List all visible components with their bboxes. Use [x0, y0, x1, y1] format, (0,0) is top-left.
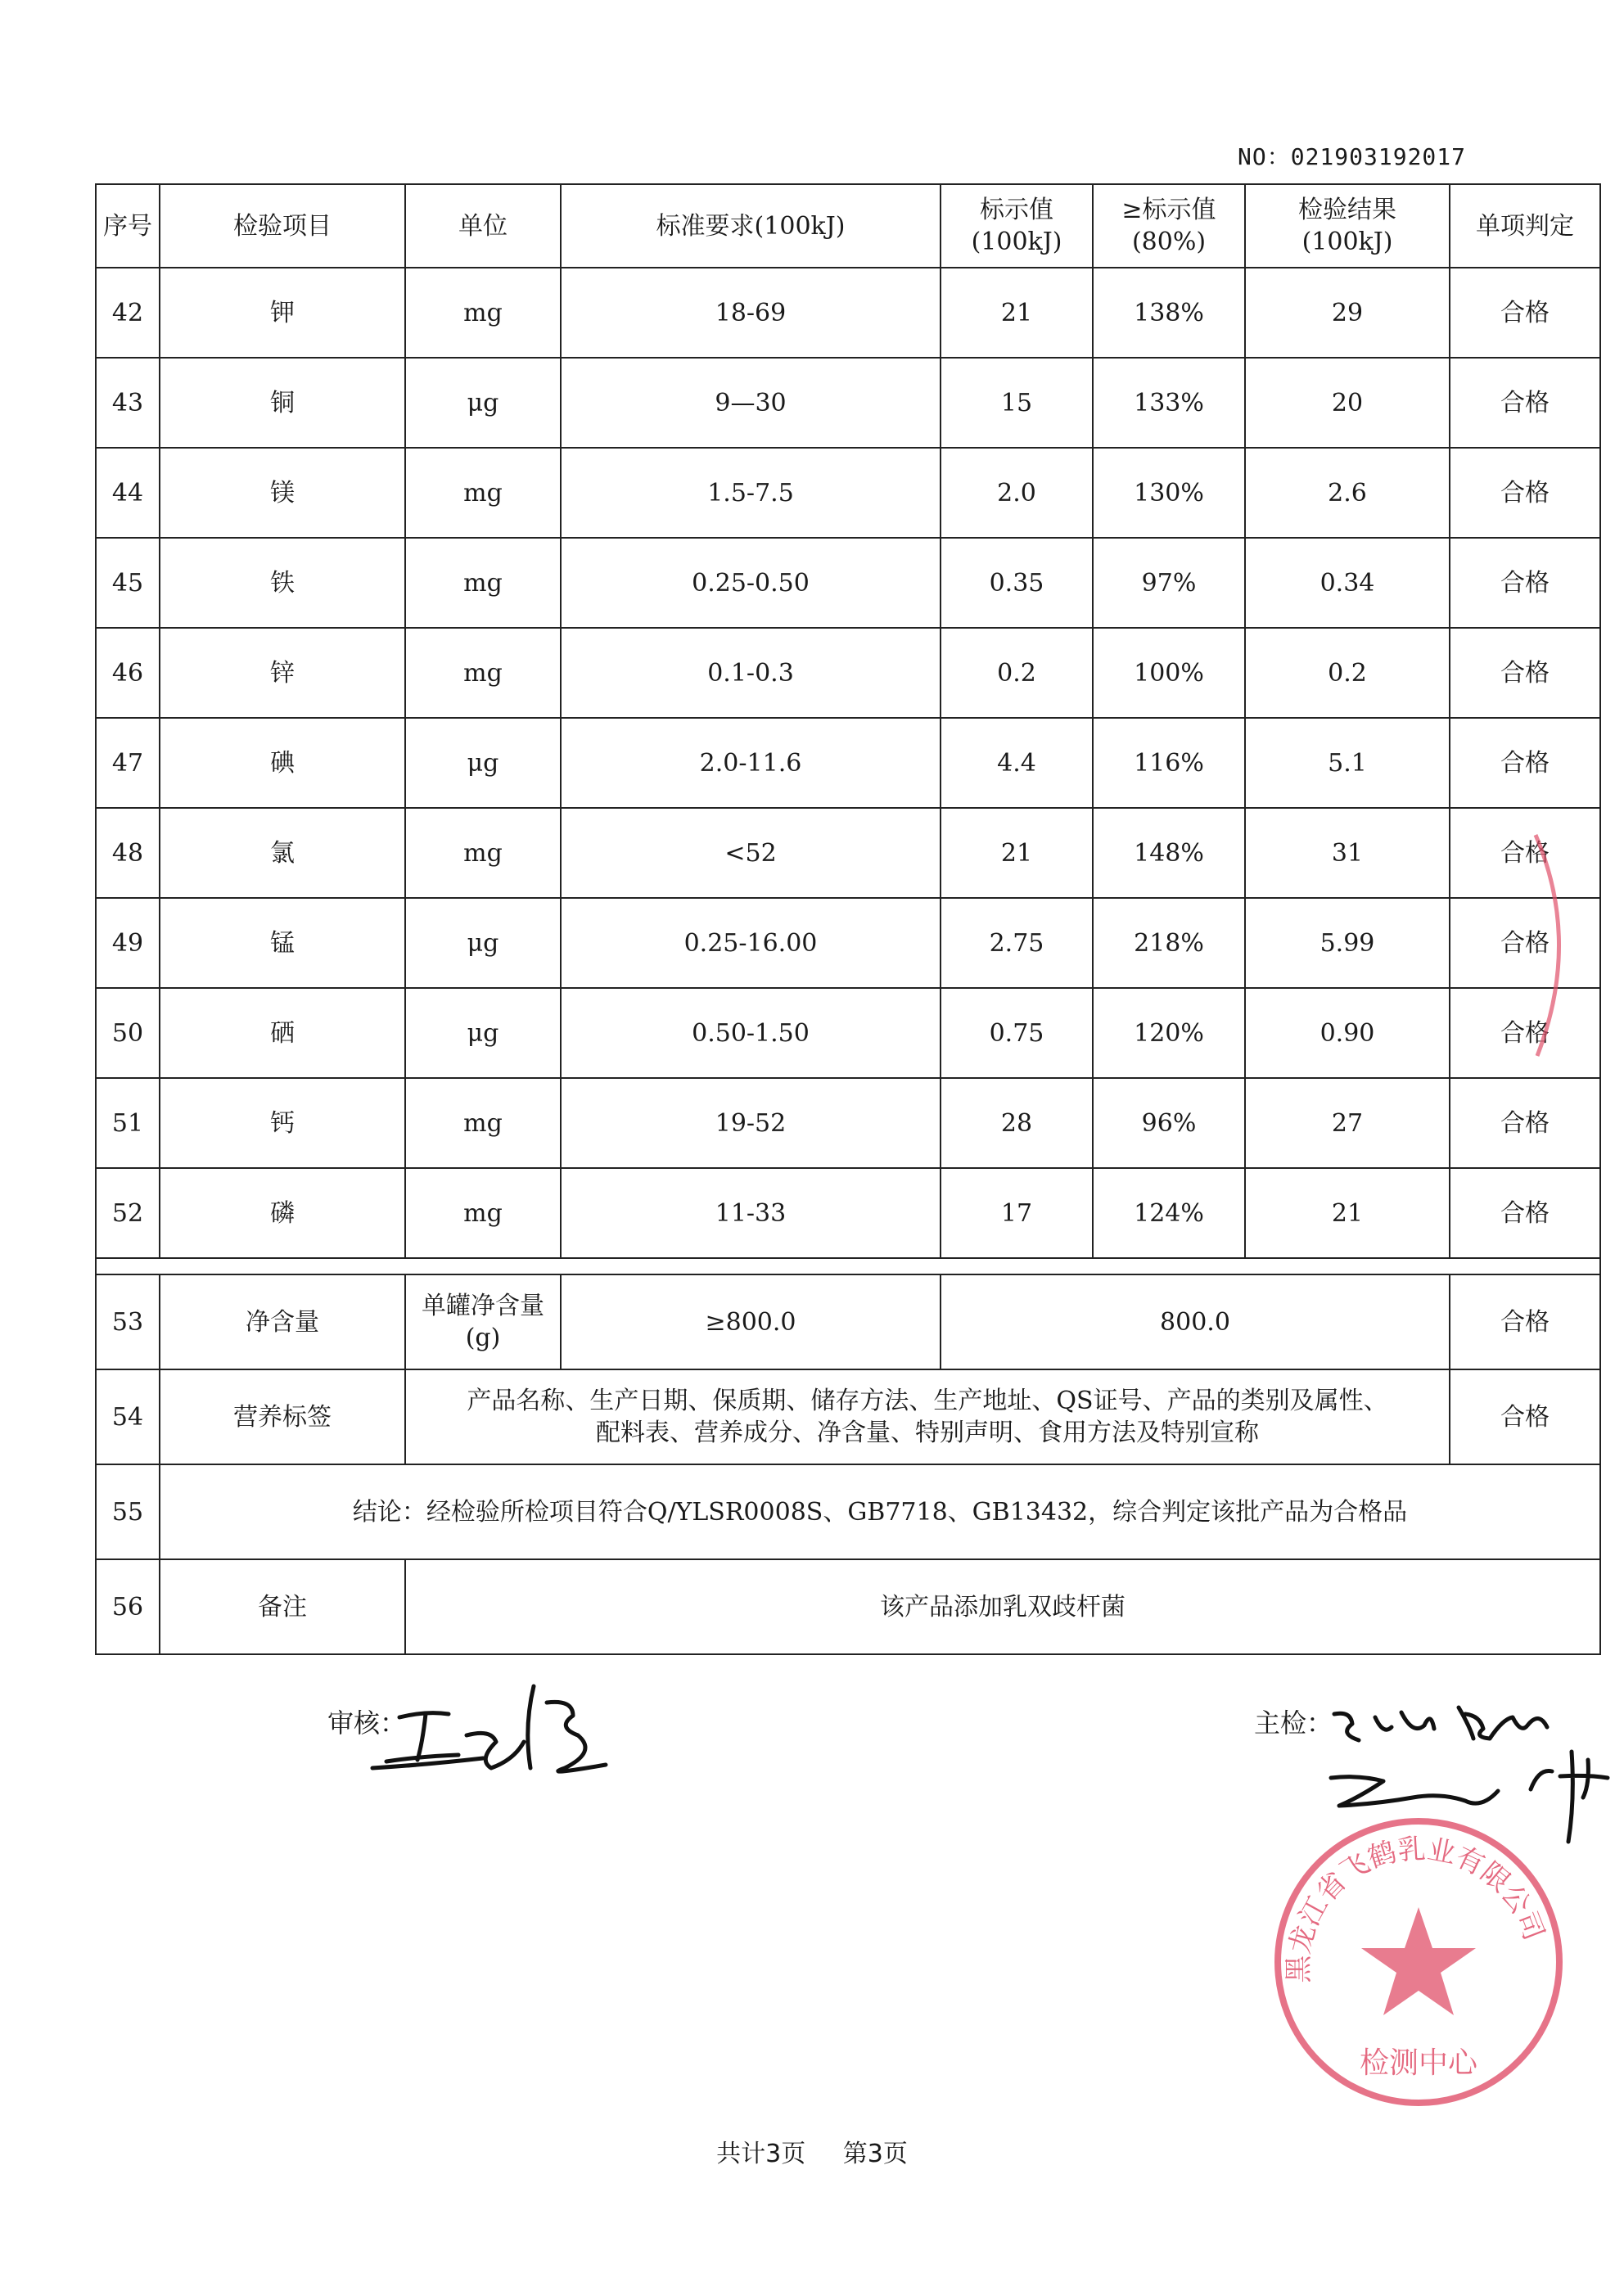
header-unit: 单位: [405, 184, 561, 268]
cell-pct: 97%: [1093, 538, 1245, 628]
cell-verdict: 合格: [1450, 538, 1600, 628]
cell-item: 磷: [160, 1168, 405, 1258]
cell-verdict: 合格: [1450, 988, 1600, 1078]
header-labeled: [941, 184, 1093, 268]
seal-star-icon: [1361, 1907, 1476, 2015]
seal-dept-text: 检测中心: [1359, 2046, 1478, 2080]
cell-pct: 100%: [1093, 628, 1245, 718]
row54-seq: 54: [96, 1369, 160, 1464]
row54-verdict: 合格: [1450, 1369, 1600, 1464]
cell-standard: 0.25-16.00: [561, 898, 941, 988]
table-separator: [96, 1258, 1600, 1274]
header-pct-line1: ≥标示值: [1121, 196, 1216, 224]
header-pct-line2: (80%): [1131, 228, 1207, 256]
cell-seq: 47: [96, 718, 160, 808]
table-row: [96, 718, 1600, 808]
cell-standard: 0.25-0.50: [561, 538, 941, 628]
cell-result: 0.90: [1245, 988, 1450, 1078]
header-result-line2: (100kJ): [1301, 228, 1393, 256]
inspector-label: 主检：: [1254, 1707, 1333, 1739]
cell-standard: 11-33: [561, 1168, 941, 1258]
cell-standard: 0.50-1.50: [561, 988, 941, 1078]
cell-seq: 49: [96, 898, 160, 988]
row53-seq: 53: [96, 1274, 160, 1369]
cell-verdict: 合格: [1450, 1078, 1600, 1168]
cell-unit: mg: [405, 448, 561, 538]
cell-item: 钙: [160, 1078, 405, 1168]
row54-item: 营养标签: [160, 1369, 405, 1464]
cell-item: 氯: [160, 808, 405, 898]
cell-unit: mg: [405, 628, 561, 718]
header-seq: 序号: [96, 184, 160, 268]
cell-unit: μg: [405, 358, 561, 448]
cell-item: 锰: [160, 898, 405, 988]
cell-item: 碘: [160, 718, 405, 808]
cell-unit: mg: [405, 1078, 561, 1168]
cell-item: 锌: [160, 628, 405, 718]
cell-seq: 51: [96, 1078, 160, 1168]
row53-result: 800.0: [941, 1274, 1450, 1369]
cell-item: 铁: [160, 538, 405, 628]
cell-result: 20: [1245, 358, 1450, 448]
table-row: [96, 538, 1600, 628]
row53-item: 净含量: [160, 1274, 405, 1369]
cell-labeled: 21: [941, 268, 1093, 358]
header-pct: [1093, 184, 1245, 268]
cell-unit: mg: [405, 538, 561, 628]
cell-labeled: 21: [941, 808, 1093, 898]
cell-pct: 138%: [1093, 268, 1245, 358]
cell-pct: 116%: [1093, 718, 1245, 808]
seal-fragment-right: [1532, 819, 1581, 1064]
reviewer-signature: [372, 1686, 606, 1771]
cell-standard: <52: [561, 808, 941, 898]
cell-seq: 43: [96, 358, 160, 448]
cell-pct: 133%: [1093, 358, 1245, 448]
cell-pct: 120%: [1093, 988, 1245, 1078]
cell-pct: 96%: [1093, 1078, 1245, 1168]
table-row: [96, 1168, 1600, 1258]
table-row: [96, 808, 1600, 898]
company-seal: [1267, 1811, 1570, 2113]
page-footer: [0, 2133, 1624, 2169]
cell-unit: μg: [405, 718, 561, 808]
cell-result: 5.99: [1245, 898, 1450, 988]
cell-pct: 148%: [1093, 808, 1245, 898]
cell-labeled: 0.35: [941, 538, 1093, 628]
cell-item: 钾: [160, 268, 405, 358]
cell-seq: 44: [96, 448, 160, 538]
row56-item: 备注: [160, 1559, 405, 1654]
cell-pct: 130%: [1093, 448, 1245, 538]
cell-result: 5.1: [1245, 718, 1450, 808]
cell-labeled: 2.75: [941, 898, 1093, 988]
cell-standard: 9—30: [561, 358, 941, 448]
cell-result: 0.34: [1245, 538, 1450, 628]
cell-result: 31: [1245, 808, 1450, 898]
reviewer-label: 审核：: [327, 1707, 407, 1739]
cell-standard: 2.0-11.6: [561, 718, 941, 808]
cell-labeled: 15: [941, 358, 1093, 448]
header-result-line1: 检验结果: [1298, 196, 1396, 224]
row53-unit: 单罐净含量(g): [405, 1274, 561, 1369]
cell-result: 29: [1245, 268, 1450, 358]
cell-pct: 124%: [1093, 1168, 1245, 1258]
cell-labeled: 17: [941, 1168, 1093, 1258]
cell-labeled: 0.75: [941, 988, 1093, 1078]
cell-verdict: 合格: [1450, 808, 1600, 898]
cell-unit: mg: [405, 808, 561, 898]
table-row: [96, 898, 1600, 988]
cell-standard: 0.1-0.3: [561, 628, 941, 718]
table-row: [96, 448, 1600, 538]
row54-content: [405, 1369, 1450, 1464]
row56-note: 该产品添加乳双歧杆菌: [405, 1559, 1600, 1654]
cell-standard: 19-52: [561, 1078, 941, 1168]
cell-standard: 18-69: [561, 268, 941, 358]
cell-result: 21: [1245, 1168, 1450, 1258]
header-labeled-line2: (100kJ): [971, 228, 1062, 256]
cell-verdict: 合格: [1450, 358, 1600, 448]
cell-seq: 42: [96, 268, 160, 358]
table-row: [96, 268, 1600, 358]
table-row: [96, 358, 1600, 448]
cell-seq: 50: [96, 988, 160, 1078]
cell-labeled: 4.4: [941, 718, 1093, 808]
inspection-table: [95, 183, 1601, 1655]
cell-item: 铜: [160, 358, 405, 448]
row53-verdict: 合格: [1450, 1274, 1600, 1369]
header-verdict: 单项判定: [1450, 184, 1600, 268]
row56-seq: 56: [96, 1559, 160, 1654]
cell-unit: μg: [405, 988, 561, 1078]
header-result: [1245, 184, 1450, 268]
cell-result: 0.2: [1245, 628, 1450, 718]
footer-total-pages: 共计3页: [716, 2140, 806, 2168]
row55-conclusion: 结论：经检验所检项目符合Q/YLSR0008S、GB7718、GB13432，综合判定该批产品为合格品: [160, 1464, 1600, 1559]
cell-verdict: 合格: [1450, 898, 1600, 988]
row54-content-line2: 配料表、营养成分、净含量、特别声明、食用方法及特别宣称: [596, 1419, 1259, 1447]
cell-item: 硒: [160, 988, 405, 1078]
cell-unit: mg: [405, 1168, 561, 1258]
cell-seq: 48: [96, 808, 160, 898]
table-row: [96, 988, 1600, 1078]
row54-content-line1: 产品名称、生产日期、保质期、储存方法、生产地址、QS证号、产品的类别及属性、: [467, 1387, 1388, 1415]
cell-verdict: 合格: [1450, 1168, 1600, 1258]
cell-seq: 52: [96, 1168, 160, 1258]
cell-unit: mg: [405, 268, 561, 358]
footer-current-page: 第3页: [842, 2140, 908, 2168]
table-row: [96, 628, 1600, 718]
row53-standard: ≥800.0: [561, 1274, 941, 1369]
seal-text: 黑龙江省飞鹤乳业有限公司: [1282, 1832, 1550, 1983]
cell-unit: μg: [405, 898, 561, 988]
row-55: [96, 1464, 1600, 1559]
seal-graphic: [1267, 1811, 1570, 2113]
header-item: 检验项目: [160, 184, 405, 268]
table-header: [96, 184, 1600, 268]
header-labeled-line1: 标示值: [980, 196, 1053, 224]
cell-result: 2.6: [1245, 448, 1450, 538]
cell-item: 镁: [160, 448, 405, 538]
cell-seq: 45: [96, 538, 160, 628]
row55-seq: 55: [96, 1464, 160, 1559]
cell-standard: 1.5-7.5: [561, 448, 941, 538]
row-53: [96, 1274, 1600, 1369]
cell-seq: 46: [96, 628, 160, 718]
separator-cell: [96, 1258, 1600, 1274]
row-54: [96, 1369, 1600, 1464]
header-standard: 标准要求(100kJ): [561, 184, 941, 268]
document-number: NO：021903192017: [1238, 143, 1467, 170]
cell-labeled: 2.0: [941, 448, 1093, 538]
cell-verdict: 合格: [1450, 448, 1600, 538]
cell-verdict: 合格: [1450, 718, 1600, 808]
inspector-signature-1: [1334, 1707, 1547, 1740]
row-56: [96, 1559, 1600, 1654]
cell-verdict: 合格: [1450, 268, 1600, 358]
cell-pct: 218%: [1093, 898, 1245, 988]
cell-verdict: 合格: [1450, 628, 1600, 718]
cell-result: 27: [1245, 1078, 1450, 1168]
table-row: [96, 1078, 1600, 1168]
cell-labeled: 28: [941, 1078, 1093, 1168]
cell-labeled: 0.2: [941, 628, 1093, 718]
